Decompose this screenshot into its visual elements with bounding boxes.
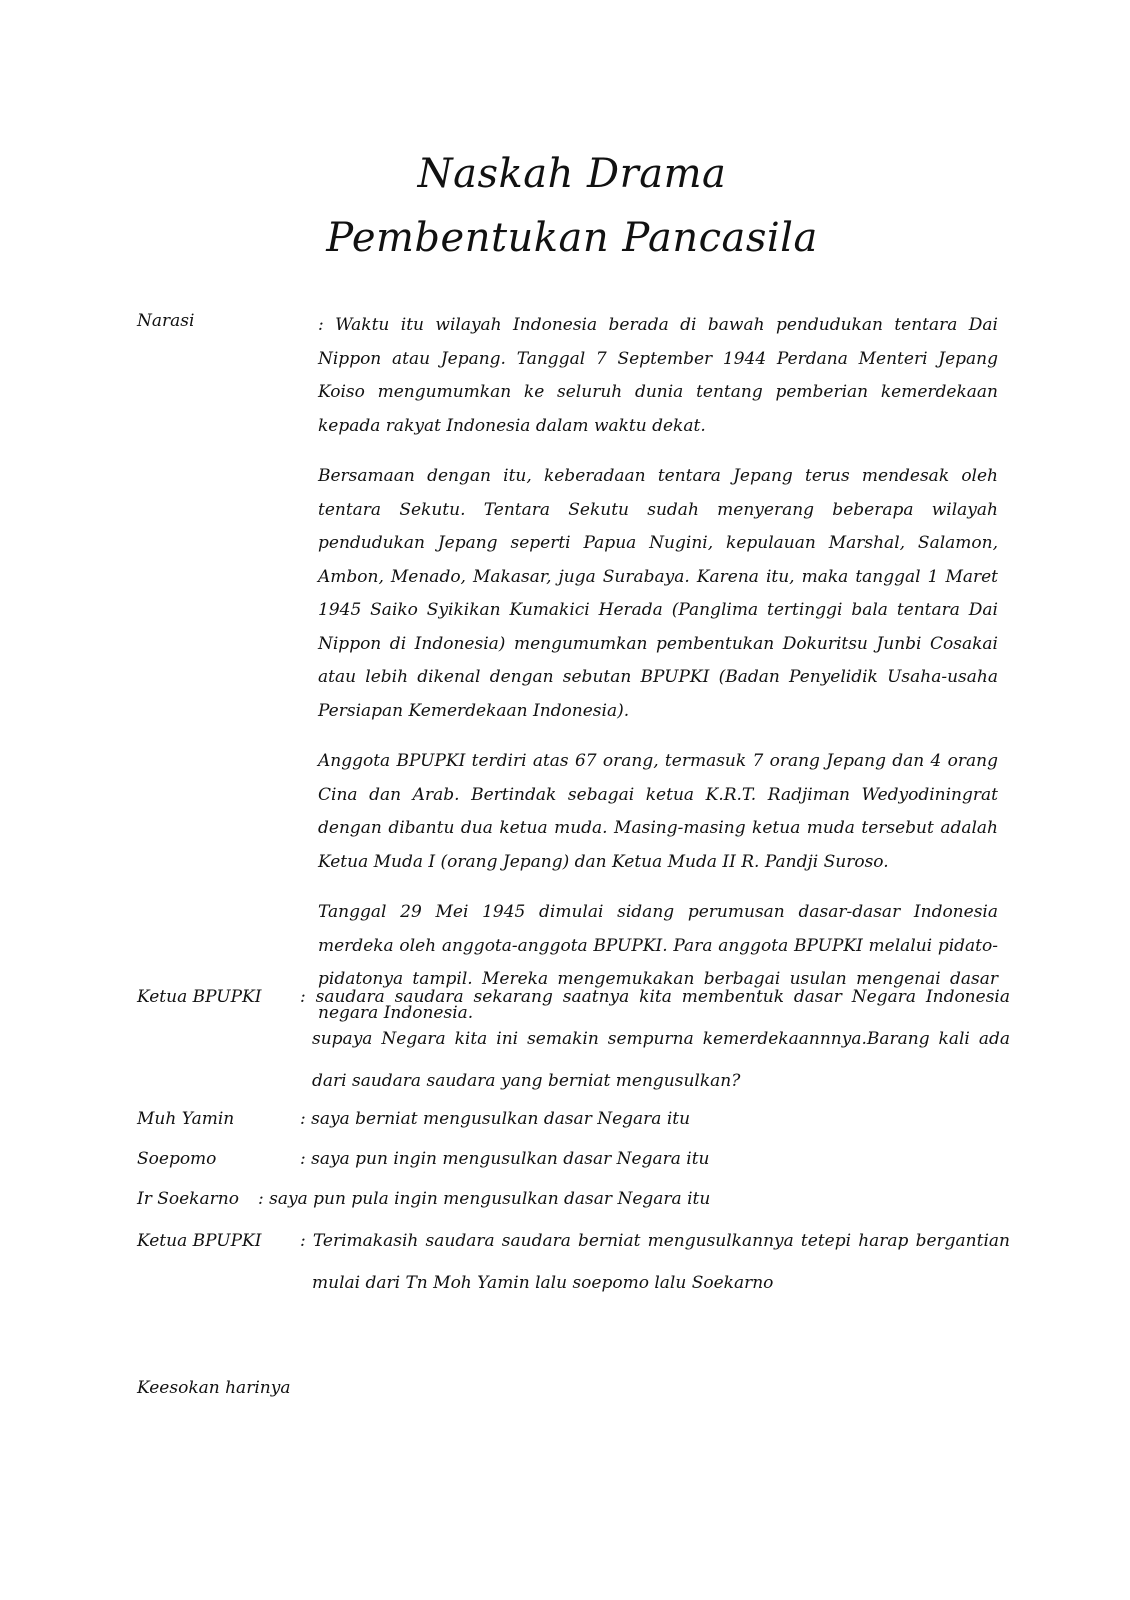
- document-title-line-1: Naskah Drama: [417, 151, 727, 197]
- dialogue-speaker: Ir Soekarno: [137, 1189, 239, 1209]
- narasi-body: [318, 309, 998, 1047]
- narasi-paragraph: Bersamaan dengan itu, keberadaan tentara Jepang terus mendesak oleh tentara Sekutu. Tentara Sekutu sudah menyerang beberapa wilayah pendudukan Jepang seperti Papua Nugini, kepulauan Marshal, Salamon, Ambon, Menado, Makasar, juga Surabaya. Karena itu, maka tanggal 1 Maret 1945 Saiko Syikikan Kumakici Herada (Panglima tertinggi bala tentara Dai Nippon di Indonesia) mengumumkan pembentukan Dokuritsu Junbi Cosakai atau lebih dikenal dengan sebutan BPUPKI (Badan Penyelidik Usaha-usaha Persiapan Kemerdekaan Indonesia).: [318, 466, 998, 721]
- dialogue-text: : Terimakasih saudara saudara berniat mengusulkannya tetepi harap bergantian mulai dari Tn Moh Yamin lalu soepomo lalu Soekarno: [300, 1231, 1010, 1293]
- narasi-paragraph: : Waktu itu wilayah Indonesia berada di bawah pendudukan tentara Dai Nippon atau Jepang. Tanggal 7 September 1944 Perdana Menteri Jepang Koiso mengumumkan ke seluruh dunia tentang pemberian kemerdekaan kepada rakyat Indonesia dalam waktu dekat.: [318, 315, 998, 436]
- dialogue-text: : saudara saudara sekarang saatnya kita membentuk dasar Negara Indonesia supaya Negara kita ini semakin sempurna kemerdekaannnya.Barang kali ada dari saudara saudara yang berniat mengusulkan?: [300, 987, 1010, 1091]
- narasi-paragraph: Tanggal 29 Mei 1945 dimulai sidang perumusan dasar-dasar Indonesia merdeka oleh anggota-anggota BPUPKI. Para anggota BPUPKI melalui pidato-pidatonya tampil. Mereka mengemukakan berbagai usulan mengenai dasar negara Indonesia.: [318, 902, 998, 1023]
- dialogue-text: : saya pun ingin mengusulkan dasar Negara itu: [300, 1149, 710, 1169]
- dialogue-line: [300, 976, 1010, 1102]
- dialogue-speaker: Ketua BPUPKI: [137, 1231, 262, 1251]
- dialogue-speaker: Muh Yamin: [137, 1109, 235, 1129]
- dialogue-speaker: Ketua BPUPKI: [137, 987, 262, 1007]
- narasi-paragraph: Anggota BPUPKI terdiri atas 67 orang, termasuk 7 orang Jepang dan 4 orang Cina dan Arab. Bertindak sebagai ketua K.R.T. Radjiman Wedyodiningrat dengan dibantu dua ketua muda. Masing-masing ketua muda tersebut adalah Ketua Muda I (orang Jepang) dan Ketua Muda II R. Pandji Suroso.: [318, 751, 998, 872]
- dialogue-text: : saya berniat mengusulkan dasar Negara itu: [300, 1109, 691, 1129]
- scene-transition-note: Keesokan harinya: [137, 1378, 291, 1398]
- narasi-speaker-label: Narasi: [137, 311, 195, 331]
- dialogue-speaker: Soepomo: [137, 1149, 217, 1169]
- dialogue-text: : saya pun pula ingin mengusulkan dasar Negara itu: [258, 1189, 711, 1209]
- document-title-line-2: Pembentukan Pancasila: [326, 215, 818, 261]
